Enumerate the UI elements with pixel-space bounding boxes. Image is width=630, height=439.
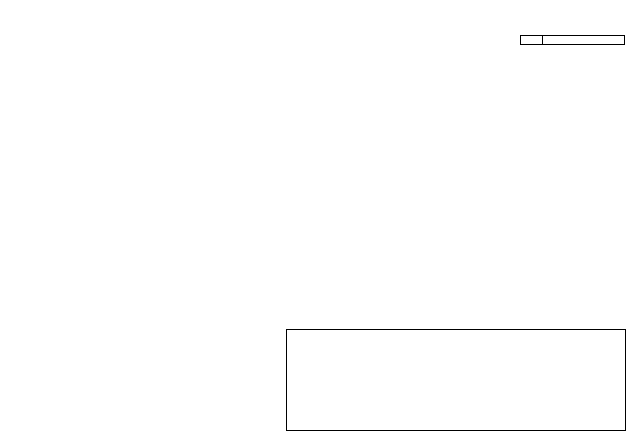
name-label [521,36,543,44]
remarks-box[interactable] [286,329,626,431]
name-box [520,35,625,45]
name-field[interactable] [543,36,624,44]
